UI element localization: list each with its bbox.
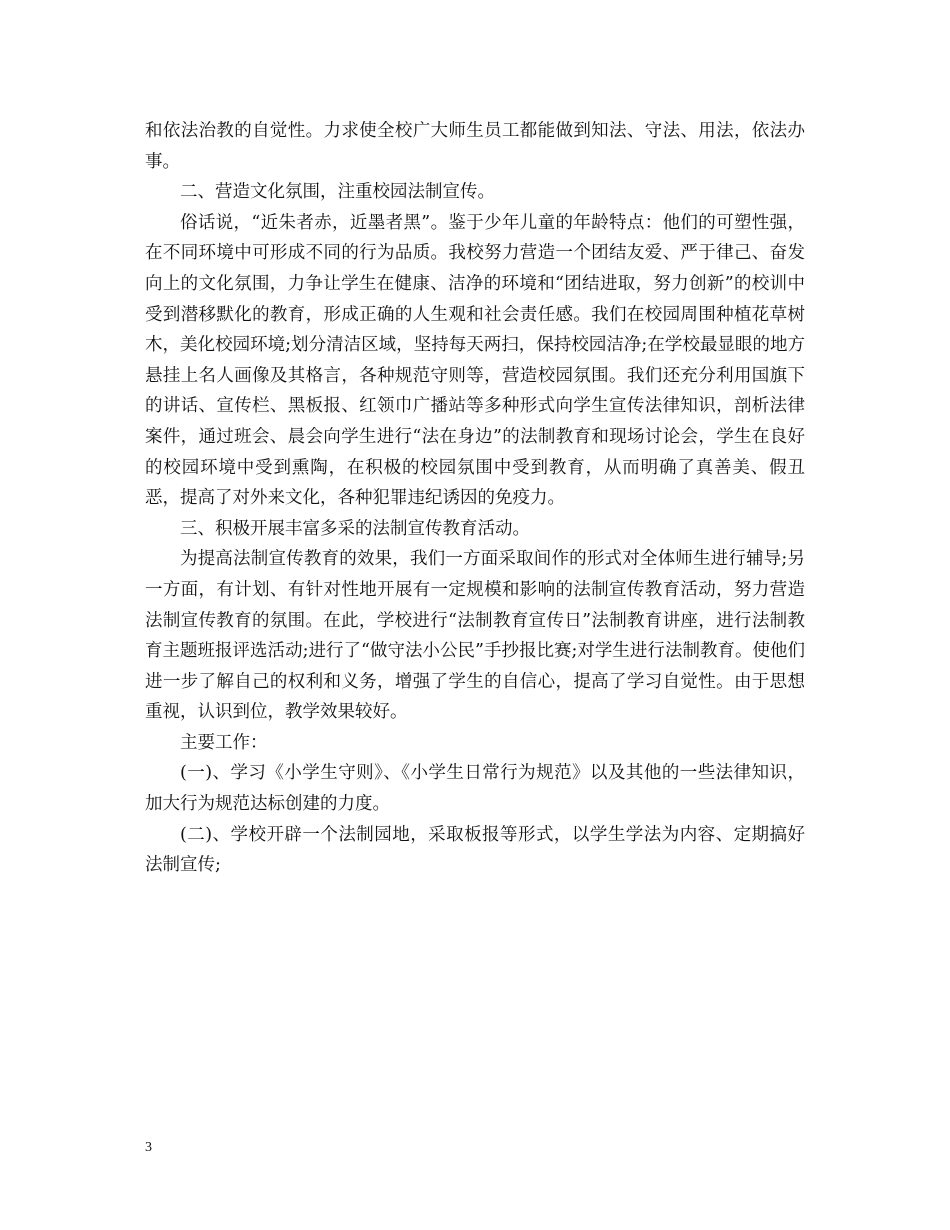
paragraph-continuation: 和依法治教的自觉性。力求使全校广大师生员工都能做到知法、守法、用法，依法办事。 bbox=[145, 121, 805, 172]
work-item-2: (二)、学校开辟一个法制园地，采取板报等形式，以学生学法为内容、定期搞好法制宣传; bbox=[145, 824, 805, 876]
work-item-1: (一)、学习《小学生守则》、《小学生日常行为规范》以及其他的一些法律知识，加大行为规范达标创建的力度。 bbox=[145, 763, 805, 815]
paragraph-campus-culture: 俗话说，“近朱者赤，近墨者黑”。鉴于少年儿童的年龄特点：他们的可塑性强，在不同环境中可形成不同的行为品质。我校努力营造一个团结友爱、严于律己、奋发向上的文化氛围，力争让学生在健康、洁净的环境和“团结进取，努力创新”的校训中受到潜移默化的教育，形成正确的人生观和社会责任感。我们在校园周围种植花草树木，美化校园环境;划分清洁区域，坚持每天两扫，保持校园洁净;在学校最显眼的地方悬挂上名人画像及其格言，各种规范守则等，营造校园氛围。我们还充分利用国旗下的讲话、宣传栏、黑板报、红领巾广播站等多种形式向学生宣传法律知识，剖析法律案件，通过班会、晨会向学生进行“法在身边”的法制教育和现场讨论会，学生在良好的校园环境中受到熏陶，在积极的校园氛围中受到教育，从而明确了真善美、假丑恶，提高了对外来文化，各种犯罪违纪诱因的免疫力。 bbox=[145, 212, 805, 509]
document-body bbox=[145, 116, 805, 881]
page-number: 3 bbox=[145, 1140, 152, 1155]
paragraph-legal-activities: 为提高法制宣传教育的效果，我们一方面采取间作的形式对全体师生进行辅导;另一方面，有计划、有针对性地开展有一定规模和影响的法制宣传教育活动，努力营造法制宣传教育的氛围。在此，学校进行“法制教育宣传日”法制教育讲座，进行法制教育主题班报评选活动;进行了“做守法小公民”手抄报比赛;对学生进行法制教育。使他们进一步了解自己的权利和义务，增强了学生的自信心，提高了学习自觉性。由于思想重视，认识到位，教学效果较好。 bbox=[145, 549, 805, 723]
section-heading-3: 三、积极开展丰富多采的法制宣传教育活动。 bbox=[180, 518, 530, 539]
main-work-heading: 主要工作： bbox=[180, 732, 268, 753]
section-heading-2: 二、营造文化氛围，注重校园法制宣传。 bbox=[180, 182, 495, 203]
